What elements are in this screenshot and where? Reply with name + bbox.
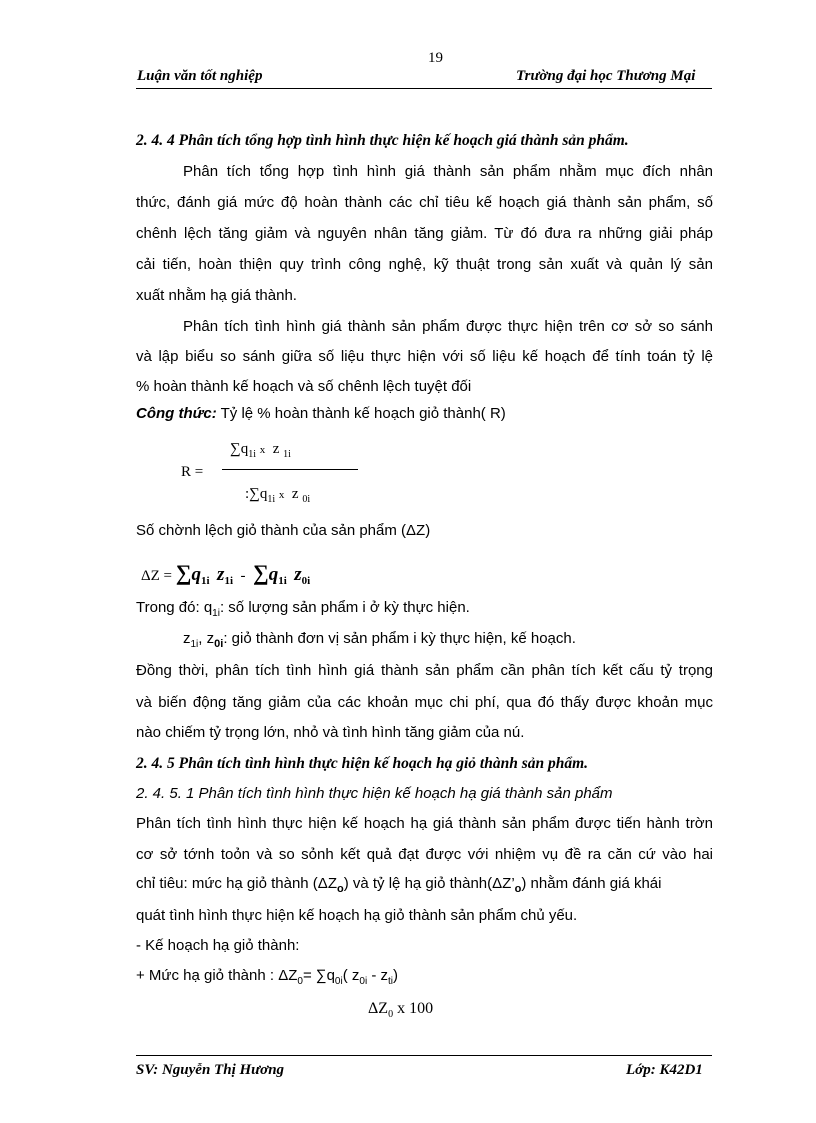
paragraph-line: chỉ tiêu: mức hạ giỏ thành $(\Delta Z_o)$ và tỷ lệ hạ giỏ $thành(\Delta Z’_o)$ nhằm đánh giá khái [136, 875, 662, 895]
section-2451-subtitle: 2. 4. 5. 1 Phân tích tình hình thực hiện kế hoạch hạ giá thành sản phẩm [136, 785, 613, 802]
paragraph-line: Đồng thời, phân tích tình hình giá thành sản phẩm cần phân tích kết cấu tỷ trọng [136, 662, 713, 679]
section-245-title: 2. 4. 5 Phân tích tình hình thực hiện kế hoạch hạ giỏ thành sản phẩm. [136, 755, 589, 772]
paragraph-line: Phân tích tổng hợp tình hình giá thành sản phẩm nhằm mục đích nhân [183, 163, 713, 180]
r-formula-denominator: $:\sum q_{1i}$ x z $_{0i}$ [245, 486, 311, 505]
where-line: Trong đó: $q_{1i}$: số lượng sản phẩm i ở kỳ thực hiện. [136, 599, 470, 619]
delta-formula: $\Delta Z = \sum q_{1i}$ $z_{1i} - \sum q_{1i}$ $z_{0i}$ [141, 560, 311, 587]
delta-label: Số chờnh lệch giỏ thành của sản phẩm (ΔZ) [136, 522, 431, 539]
delta-formula-lhs: ΔZ = [141, 568, 173, 584]
footer-student: SV: Nguyễn Thị Hương [136, 1062, 285, 1078]
formula-description: Tỷ lệ % hoàn thành kế hoạch giỏ thành( R) [220, 405, 506, 422]
paragraph-line: nào chiếm tỷ trọng lớn, nhỏ và tình hình tăng giảm của nú. [136, 724, 525, 741]
paragraph-line: Phân tích tình hình giá thành sản phẩm được thực hiện trên cơ sở so sánh [183, 318, 713, 335]
paragraph-line: cơ sở tớnh toỏn và so sỏnh kết quả đạt được với nhiệm vụ đề ra căn cứ vào hai [136, 846, 713, 863]
header-rule [136, 88, 712, 89]
z-definition-line: $z_{1i}$, $z_{0i}$: giỏ thành đơn vị sản phẩm i kỳ thực hiện, kế hoạch. [183, 630, 576, 650]
paragraph-line: cải tiến, hoàn thiện quy trình công nghệ, kỹ thuật trong sản xuất và quản lý sản [136, 256, 713, 273]
footer-class: Lớp: K42D1 [626, 1062, 703, 1078]
page-number: 19 [428, 50, 443, 66]
ratio-numerator: $\Delta Z_0$ x 100 [368, 1000, 434, 1020]
paragraph-line: thức, đánh giá mức độ hoàn thành các chỉ tiêu kế hoạch giá thành sản phẩm, số [136, 194, 713, 211]
formula-label: Công thức: [136, 405, 217, 422]
paragraph-line: Phân tích tình hình thực hiện kế hoạch hạ giá thành sản phẩm được tiến hành trờn [136, 815, 713, 832]
paragraph-line: và biến động tăng giảm của các khoản mục chi phí, qua đó thấy được khoản mục [136, 694, 713, 711]
section-244-title: 2. 4. 4 Phân tích tổng hợp tình hình thực hiện kế hoạch giá thành sản phẩm. [136, 132, 629, 149]
plan-bullet: - Kế hoạch hạ giỏ thành: [136, 937, 300, 954]
paragraph-line: % hoàn thành kế hoạch và số chênh lệch tuyệt đối [136, 378, 472, 395]
footer-rule [136, 1055, 712, 1056]
paragraph-line: quát tình hình thực hiện kế hoạch hạ giỏ thành sản phẩm chủ yếu. [136, 907, 578, 924]
fraction-bar [222, 469, 358, 470]
paragraph-line: và lập biểu so sánh giữa số liệu thực hiện với số liệu kế hoạch để tính toán tỷ lệ [136, 348, 713, 365]
formula-caption [136, 405, 506, 422]
header-right: Trường đại học Thương Mại [516, 68, 696, 84]
paragraph-line: chênh lệch tăng giảm và nguyên nhân tăng giảm. Từ đó đưa ra những giải pháp [136, 225, 713, 242]
header-left: Luận văn tốt nghiệp [137, 68, 263, 84]
r-formula-numerator: $\sum q_{1i}$ x z $_{1i}$ [230, 441, 291, 460]
paragraph-line: xuất nhằm hạ giá thành. [136, 287, 297, 304]
reduction-level-formula: + Mức hạ giỏ thành : $\Delta Z_0= \sum q_{0i}$( $z_{0i} - z_{ti}$) [136, 967, 399, 987]
r-formula-lhs: R = [181, 464, 204, 480]
